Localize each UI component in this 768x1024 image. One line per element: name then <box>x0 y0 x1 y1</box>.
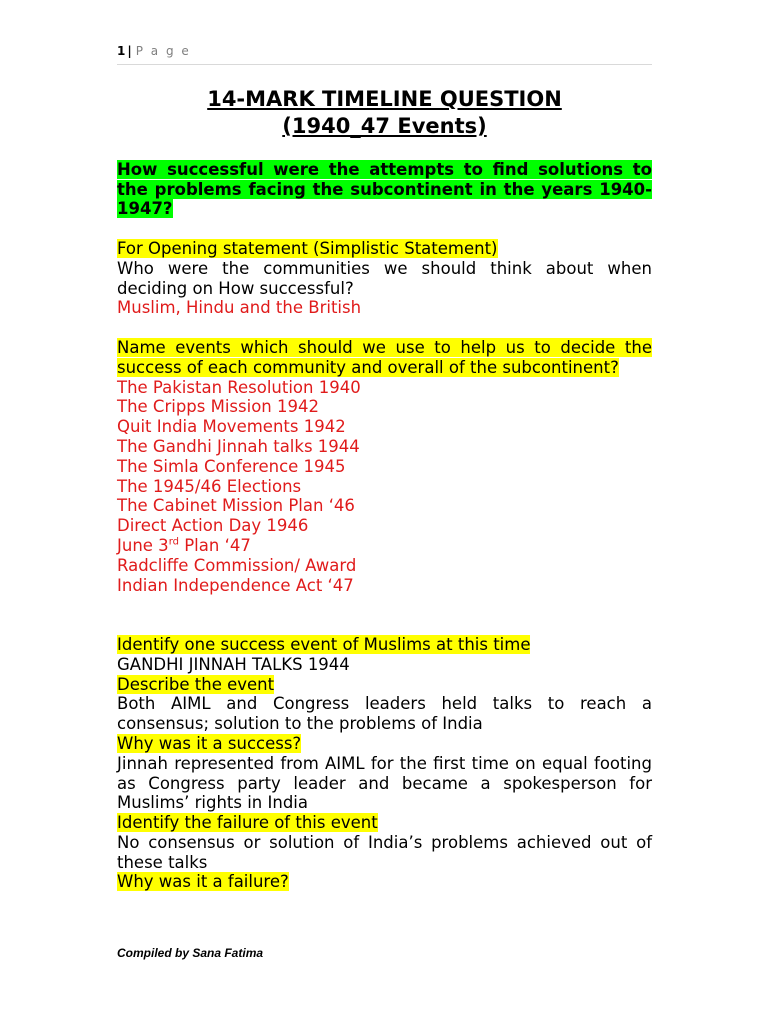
why-success-heading <box>117 734 652 754</box>
list-item: Radcliffe Commission/ Award <box>117 555 357 575</box>
list-item: The Pakistan Resolution 1940 <box>117 377 361 397</box>
opening-answer: Muslim, Hindu and the British <box>117 298 362 318</box>
event-name: GANDHI JINNAH TALKS 1944 <box>117 654 350 674</box>
list-item: Quit India Movements 1942 <box>117 417 346 437</box>
page-footer: Compiled by Sana Fatima <box>117 946 264 960</box>
page-label: P a g e <box>135 44 191 58</box>
describe-text: Both AIML and Congress leaders held talks to reach a consensus; solution to the problems of India <box>117 694 652 734</box>
main-question <box>117 160 652 219</box>
june-plan-suffix: Plan ‘47 <box>178 535 251 555</box>
list-item: Direct Action Day 1946 <box>117 516 309 536</box>
why-success-heading-text: Why was it a success? <box>117 733 302 753</box>
events-list <box>117 378 652 596</box>
failure-text: No consensus or solution of India’s problems achieved out of these talks <box>117 832 652 872</box>
list-item: The 1945/46 Elections <box>117 476 302 496</box>
why-success-text: Jinnah represented from AIML for the first time on equal footing as Congress party leader and became a spokesperson for Muslims’ rights in India <box>117 753 652 813</box>
june-plan-ordinal: rd <box>168 536 179 548</box>
page-number: 1 <box>117 44 126 58</box>
document-title-line1: 14-MARK TIMELINE QUESTION <box>207 87 562 111</box>
document-title-line2: (1940_47 Events) <box>282 114 487 138</box>
list-item <box>117 536 652 556</box>
why-failure-heading <box>117 872 652 892</box>
identify-success-text: Identify one success event of Muslims at this time <box>117 634 531 654</box>
identify-success-heading <box>117 635 652 655</box>
main-question-text: How successful were the attempts to find solutions to the problems facing the subcontinent in the years 1940-1947? <box>117 159 652 219</box>
opening-prompt: Who were the communities we should think about when deciding on How successful? <box>117 258 652 298</box>
events-heading <box>117 338 652 378</box>
list-item: The Cabinet Mission Plan ‘46 <box>117 496 355 516</box>
opening-heading <box>117 239 652 259</box>
list-item: Indian Independence Act ‘47 <box>117 575 354 595</box>
list-item: The Simla Conference 1945 <box>117 456 346 476</box>
document-body <box>117 86 652 892</box>
header-separator: | <box>127 44 132 58</box>
events-heading-text: Name events which should we use to help us to decide the success of each community and overall of the subcontinent? <box>117 337 652 377</box>
why-failure-heading-text: Why was it a failure? <box>117 872 289 892</box>
list-item: The Cripps Mission 1942 <box>117 397 319 417</box>
describe-heading <box>117 675 652 695</box>
identify-failure-heading <box>117 813 652 833</box>
opening-heading-text: For Opening statement (Simplistic Statement) <box>117 238 498 258</box>
june-plan-prefix: June 3 <box>117 535 169 555</box>
describe-heading-text: Describe the event <box>117 674 275 694</box>
list-item: The Gandhi Jinnah talks 1944 <box>117 436 360 456</box>
identify-failure-text: Identify the failure of this event <box>117 813 378 833</box>
page-header <box>117 44 652 65</box>
